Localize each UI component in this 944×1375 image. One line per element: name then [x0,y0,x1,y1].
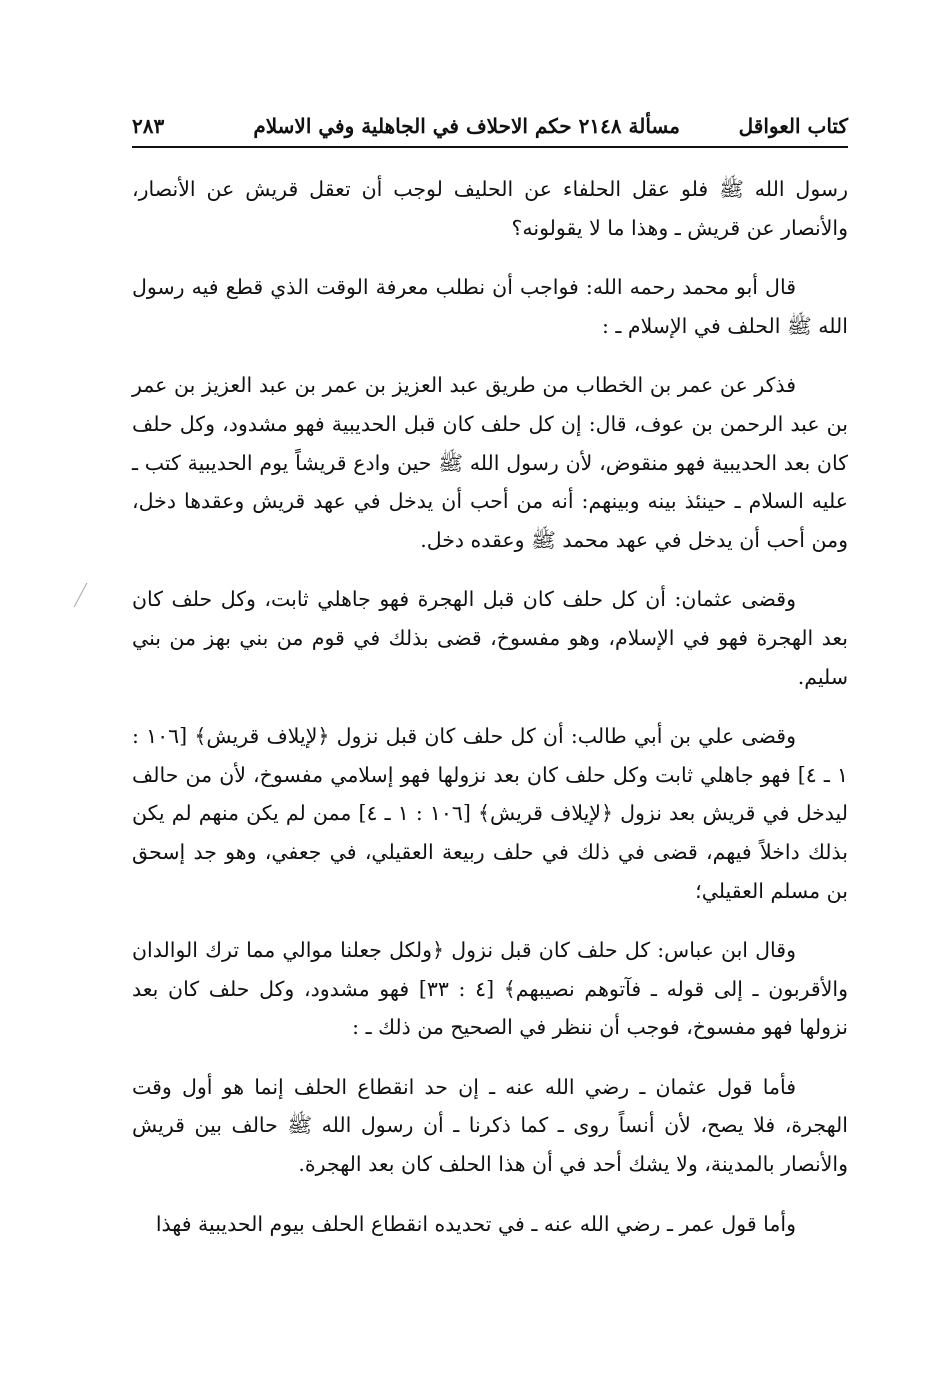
paragraph: قال أبو محمد رحمه الله: فواجب أن نطلب معرفة الوقت الذي قطع فيه رسول الله ﷺ الحلف في الإسلام ـ : [132,275,848,338]
paragraph: رسول الله ﷺ فلو عقل الحلفاء عن الحليف لوجب أن تعقل قريش عن الأنصار، والأنصار عن قريش ـ وهذا ما لا يقولونه؟ [132,177,848,240]
header-rule [132,146,848,148]
paragraph: وقضى عثمان: أن كل حلف كان قبل الهجرة فهو جاهلي ثابت، وكل حلف كان بعد الهجرة فهو في الإسلام، وهو مفسوخ، قضى بذلك في قوم من بني بهز من بني سليم. [132,587,848,689]
margin-mark [74,583,104,607]
paragraph: وقال ابن عباس: كل حلف كان قبل نزول ﴿ولكل جعلنا موالي مما ترك الوالدان والأقربون ـ إلى قوله ـ فآتوهم نصيبهم﴾ [٤ : ٣٣] فهو مشدود، وكل حلف كان بعد نزولها فهو مفسوخ، فوجب أن ننظر في الصحيح من ذلك ـ : [132,938,848,1040]
paragraph: فذكر عن عمر بن الخطاب من طريق عبد العزيز بن عمر بن عبد العزيز بن عمر بن عبد الرحمن بن عوف، قال: إن كل حلف كان قبل الحديبية فهو مشدود، وكل حلف كان بعد الحديبية فهو منقوض، لأن رسول الله ﷺ حين وادع قريشاً يوم الحديبية كتب ـ عليه السلام ـ حينئذ بينه وبينهم: أنه من أحب أن يدخل في عهد قريش وعقدها دخل، ومن أحب أن يدخل في عهد محمد ﷺ وعقده دخل. [132,373,848,552]
chapter-topic: مسألة ٢١٤٨ حكم الاحلاف في الجاهلية وفي الاسلام [253,114,680,138]
paragraph: فأما قول عثمان ـ رضي الله عنه ـ إن حد انقطاع الحلف إنما هو أول وقت الهجرة، فلا يصح، لأن أنساً روى ـ كما ذكرنا ـ أن رسول الله ﷺ حالف بين قريش والأنصار بالمدينة، ولا يشك أحد في أن هذا الحلف كان بعد الهجرة. [132,1074,848,1177]
paragraph: وقضى علي بن أبي طالب: أن كل حلف كان قبل نزول ﴿لإيلاف قريش﴾ [١٠٦ : ١ ـ ٤] فهو جاهلي ثابت وكل حلف كان بعد نزولها فهو إسلامي مفسوخ، لأن من حالف ليدخل في قريش بعد نزول ﴿لإيلاف قريش﴾ [١٠٦ : ١ ـ ٤] ممن لم يكن منهم لم يكن بذلك داخلاً فيهم، قضى في ذلك في حلف ربيعة العقيلي، في جعفي، وهو جد إسحق بن مسلم العقيلي؛ [132,724,848,903]
book-title: كتاب العواقل [738,114,848,138]
running-header [132,108,848,148]
page-number: ٢٨٣ [132,114,165,138]
page-body [132,170,848,1264]
paragraph: وأما قول عمر ـ رضي الله عنه ـ في تحديده انقطاع الحلف بيوم الحديبية فهذا [155,1211,796,1236]
